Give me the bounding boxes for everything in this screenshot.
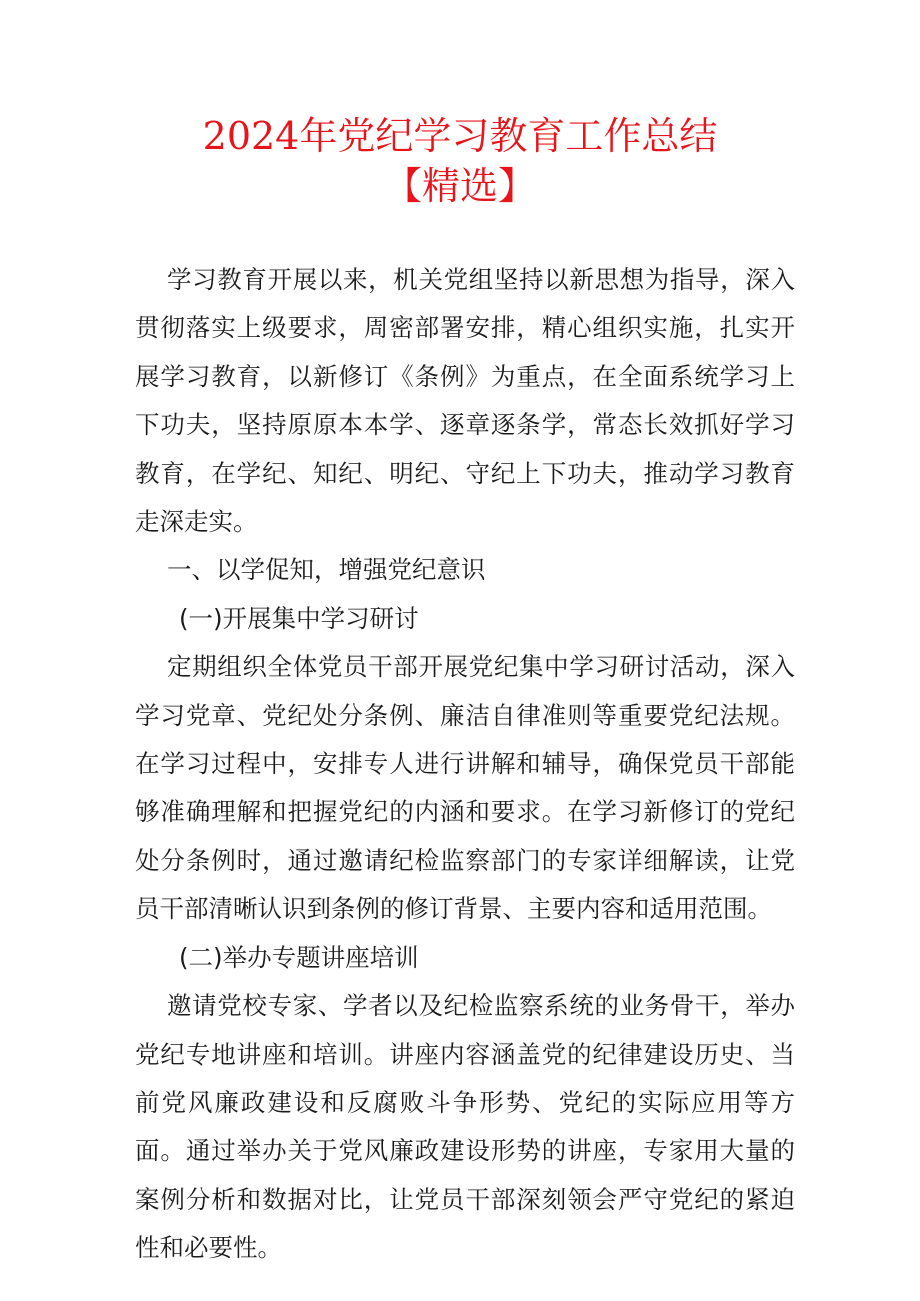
subsection-heading-1: (一)开展集中学习研讨 bbox=[179, 603, 419, 633]
subsection-heading-2: (二)举办专题讲座培训 bbox=[179, 942, 419, 972]
subsection-paragraph-1: 定期组织全体党员干部开展党纪集中学习研讨活动，深入学习党章、党纪处分条例、廉洁自律准则等重要党纪法规。在学习过程中，安排专人进行讲解和辅导，确保党员干部能够准确理解和把握党纪的内涵和要求。在学习新修订的党纪处分条例时，通过邀请纪检监察部门的专家详细解读，让党员干部清晰认识到条例的修订背景、主要内容和适用范围。 bbox=[135, 652, 795, 924]
section-heading-1: 一、以学促知，增强党纪意识 bbox=[167, 555, 486, 585]
document-body bbox=[135, 256, 795, 1273]
document-title: 2024年党纪学习教育工作总结 bbox=[202, 114, 718, 158]
subsection-paragraph-2: 邀请党校专家、学者以及纪检监察系统的业务骨干，举办党纪专地讲座和培训。讲座内容涵盖党的纪律建设历史、当前党风廉政建设和反腐败斗争形势、党纪的实际应用等方面。通过举办关于党风廉政建设形势的讲座，专家用大量的案例分析和数据对比，让党员干部深刻领会严守党纪的紧迫性和必要性。 bbox=[135, 991, 795, 1263]
document-title-tag: 【精选】 bbox=[383, 164, 536, 208]
intro-paragraph: 学习教育开展以来，机关党组坚持以新思想为指导，深入贯彻落实上级要求，周密部署安排，精心组织实施，扎实开展学习教育，以新修订《条例》为重点，在全面系统学习上下功夫，坚持原原本本学、逐章逐条学，常态长效抓好学习教育，在学纪、知纪、明纪、守纪上下功夫，推动学习教育走深走实。 bbox=[135, 265, 795, 537]
